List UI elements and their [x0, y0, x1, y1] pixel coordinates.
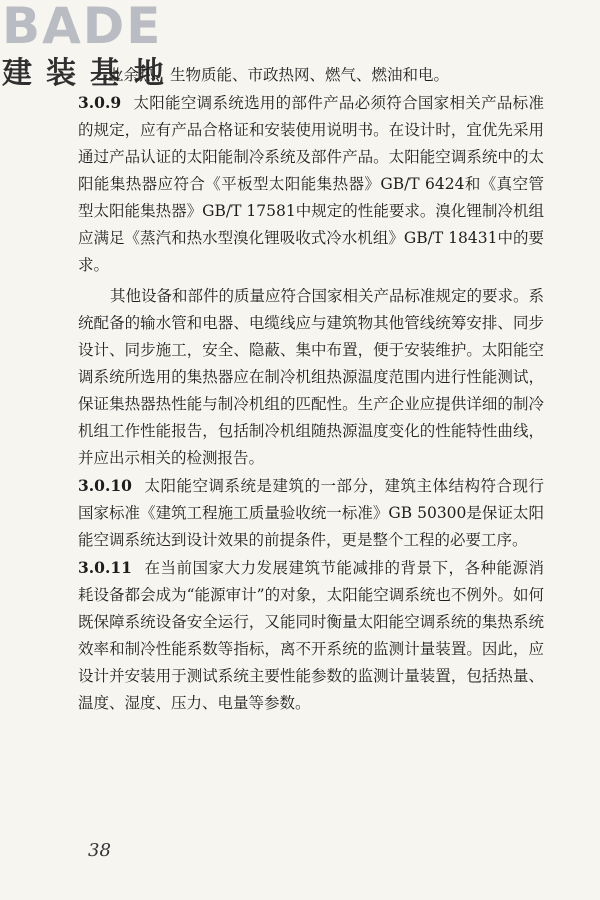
paragraph-continuation [78, 62, 544, 89]
watermark-brand: BADE [2, 0, 163, 55]
paragraph-text: 业余热、生物质能、市政热网、燃气、燃油和电。 [108, 66, 450, 84]
paragraph-other-equipment [78, 283, 544, 472]
clause-3-0-11 [78, 554, 544, 717]
clause-text: 太阳能空调系统是建筑的一部分，建筑主体结构符合现行国家标准《建筑工程施工质量验收统一标准》GB 50300是保证太阳能空调系统达到设计效果的前提条件，更是整个工程的必要工序。 [78, 477, 544, 549]
clause-number: 3.0.9 [78, 93, 122, 112]
page-body [78, 62, 544, 717]
watermark-subtitle: 建装基地 [2, 56, 178, 91]
paragraph-text: 其他设备和部件的质量应符合国家相关产品标准规定的要求。系统配备的输水管和电器、电缆线应与建筑物其他管线统筹安排、同步设计、同步施工，安全、隐蔽、集中布置，便于安装维护。太阳能空调系统所选用的集热器应在制冷机组热源温度范围内进行性能测试，保证集热器热性能与制冷机组的匹配性。生产企业应提供详细的制冷机组工作性能报告，包括制冷机组随热源温度变化的性能特性曲线，并应出示相关的检测报告。 [78, 287, 545, 467]
clause-number: 3.0.11 [78, 558, 132, 577]
clause-text: 在当前国家大力发展建筑节能减排的背景下，各种能源消耗设备都会成为“能源审计”的对象，太阳能空调系统也不例外。如何既保障系统设备安全运行，又能同时衡量太阳能空调系统的集热系统效率和制冷性能系数等指标，离不开系统的监测计量装置。因此，应设计并安装用于测试系统主要性能参数的监测计量装置，包括热量、温度、湿度、压力、电量等参数。 [78, 559, 544, 712]
clause-3-0-10 [78, 472, 544, 554]
page-number: 38 [88, 840, 111, 861]
clause-3-0-9 [78, 89, 544, 279]
clause-number: 3.0.10 [78, 476, 132, 495]
clause-text: 太阳能空调系统选用的部件产品必须符合国家相关产品标准的规定，应有产品合格证和安装使用说明书。在设计时，宜优先采用通过产品认证的太阳能制冷系统及部件产品。太阳能空调系统中的太阳能集热器应符合《平板型太阳能集热器》GB/T 6424和《真空管型太阳能集热器》GB/T 17581中规定的性能要求。溴化锂制冷机组应满足《蒸汽和热水型溴化锂吸收式冷水机组》GB/T 18431中的要求。 [78, 94, 544, 274]
